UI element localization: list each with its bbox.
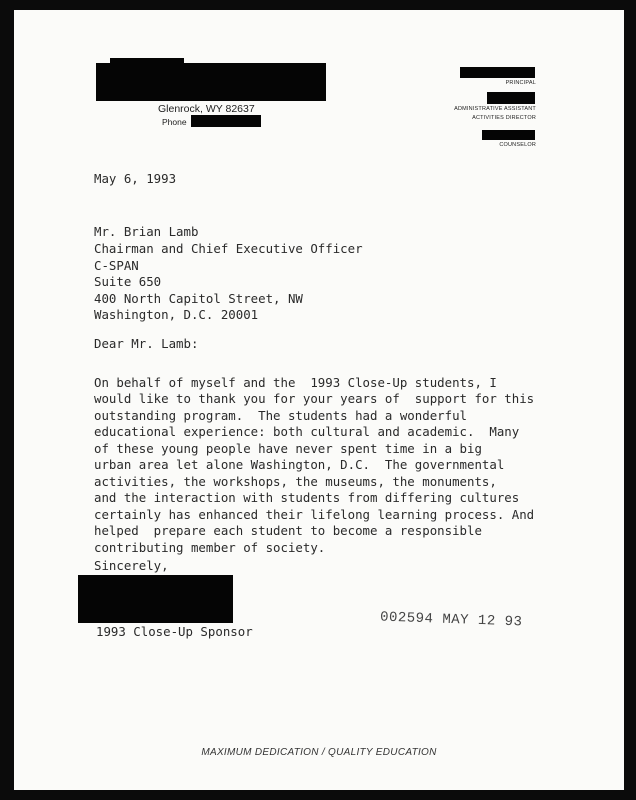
recipient-line: 400 North Capitol Street, NW (94, 291, 303, 306)
role-counselor: COUNSELOR (499, 142, 536, 148)
body-line: would like to thank you for your years of support for this (94, 391, 535, 406)
recipient-line: Suite 650 (94, 274, 162, 289)
redacted-principal (460, 67, 535, 78)
body-line: contributing member of society. (94, 540, 326, 555)
body-line: urban area let alone Washington, D.C. The governmental (94, 457, 505, 472)
letter-date: May 6, 1993 (94, 171, 177, 186)
letterhead-phone-label: Phone (162, 117, 187, 127)
body-line: educational experience: both cultural and academic. Many (94, 424, 520, 439)
role-principal: PRINCIPAL (505, 80, 536, 86)
body-line: outstanding program. The students had a wonderful (94, 408, 467, 423)
signer-title: 1993 Close-Up Sponsor (96, 624, 253, 639)
redacted-phone (191, 115, 261, 127)
recipient-line: C-SPAN (94, 258, 139, 273)
footer-motto: MAXIMUM DEDICATION / QUALITY EDUCATION (201, 747, 437, 758)
recipient-line: Washington, D.C. 20001 (94, 307, 259, 322)
recipient-line: Chairman and Chief Executive Officer (94, 241, 363, 256)
salutation: Dear Mr. Lamb: (94, 336, 199, 351)
redacted-counselor (482, 130, 535, 140)
redacted-school-name-tab (110, 58, 184, 66)
received-stamp: 002594 MAY 12 93 (379, 609, 523, 631)
closing: Sincerely, (94, 558, 169, 573)
letter-page (14, 10, 624, 790)
body-line: activities, the workshops, the museums, the monuments, (94, 474, 497, 489)
redacted-admin (487, 92, 535, 104)
redacted-signature (78, 575, 233, 623)
body-line: helped prepare each student to become a responsible (94, 523, 482, 538)
body-line: of these young people have never spent time in a big (94, 441, 482, 456)
redacted-school-name (96, 63, 326, 101)
role-admin-assistant: ADMINISTRATIVE ASSISTANT (454, 106, 536, 112)
body-line: and the interaction with students from differing cultures (94, 490, 520, 505)
role-activities-director: ACTIVITIES DIRECTOR (472, 115, 536, 121)
body-line: certainly has enhanced their lifelong learning process. And (94, 507, 535, 522)
letterhead-city: Glenrock, WY 82637 (158, 103, 255, 115)
body-line: On behalf of myself and the 1993 Close-Up students, I (94, 375, 497, 390)
recipient-line: Mr. Brian Lamb (94, 224, 199, 239)
